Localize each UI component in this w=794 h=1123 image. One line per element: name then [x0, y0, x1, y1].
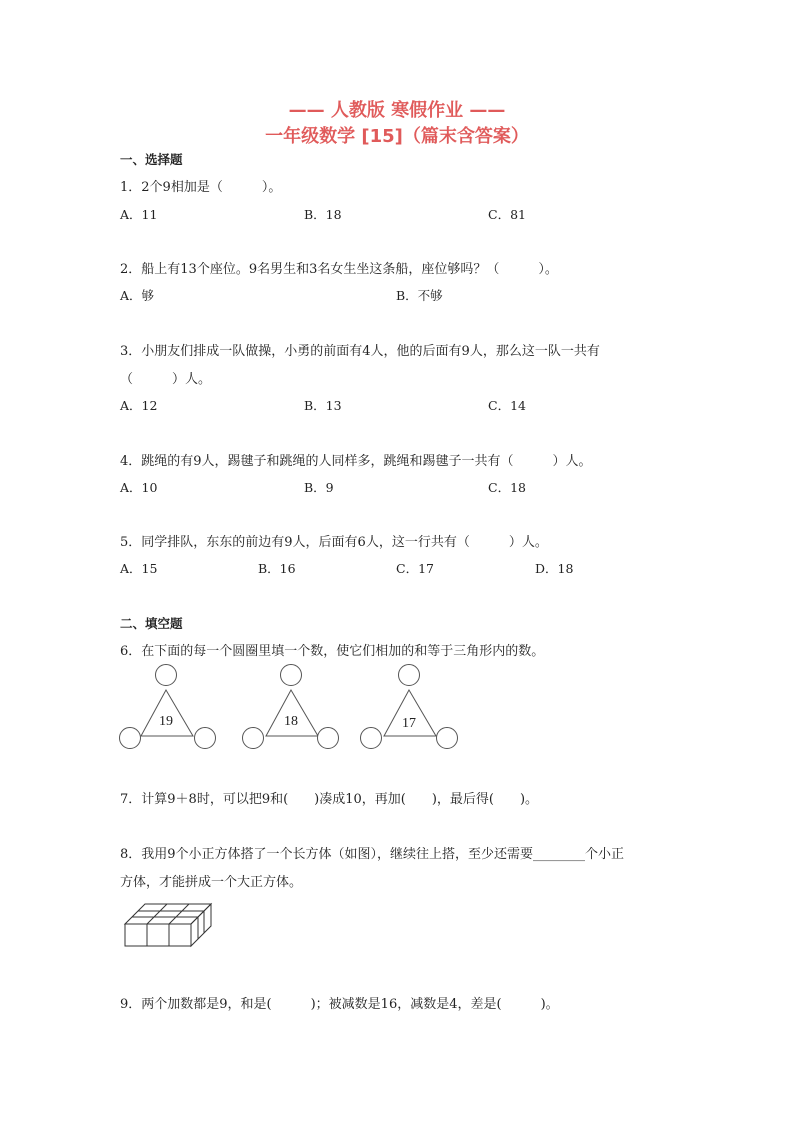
answer-circle[interactable]	[318, 728, 339, 749]
triangle-number-1: 19	[159, 714, 173, 729]
answer-circle[interactable]	[195, 728, 216, 749]
question-3: 3．小朋友们排成一队做操，小勇的前面有4人，他的后面有9人，那么这一队一共有	[120, 344, 600, 359]
q4-option-b: B．9	[304, 480, 334, 495]
cuboid-right-face	[191, 904, 211, 946]
q5-option-c: C．17	[396, 561, 434, 576]
question-6: 6．在下面的每一个圆圈里填一个数，使它们相加的和等于三角形内的数。	[120, 644, 545, 659]
answer-circle[interactable]	[437, 728, 458, 749]
question-9: 9．两个加数都是9，和是( )；被减数是16，减数是4，差是( )。	[120, 997, 559, 1012]
cuboid-front-face	[125, 924, 191, 946]
q4-option-a: A．10	[120, 480, 158, 495]
cuboid-figure	[122, 900, 218, 950]
triangle-number-2: 18	[284, 714, 298, 729]
header-line-1: —— 人教版 寒假作业 ——	[288, 100, 506, 121]
answer-circle[interactable]	[243, 728, 264, 749]
question-8-line-2: 方体，才能拼成一个大正方体。	[120, 875, 303, 890]
answer-circle[interactable]	[281, 665, 302, 686]
answer-circle[interactable]	[361, 728, 382, 749]
section-title-fill: 二、填空题	[120, 616, 183, 631]
triangle-shape	[266, 690, 318, 736]
answer-circle[interactable]	[120, 728, 141, 749]
q3-option-a: A．12	[120, 398, 158, 413]
triangle-shape	[141, 690, 193, 736]
section-title-choice: 一、选择题	[120, 152, 183, 167]
answer-circle[interactable]	[399, 665, 420, 686]
header-line-2: 一年级数学 [15]（篇末含答案）	[265, 126, 529, 147]
answer-circle[interactable]	[156, 665, 177, 686]
q5-option-d: D．18	[535, 561, 574, 576]
triangle-figures	[110, 660, 470, 755]
question-7: 7．计算9＋8时，可以把9和( )凑成10，再加( )，最后得( )。	[120, 792, 539, 807]
q2-option-b: B．不够	[396, 288, 443, 303]
question-3-line-2: （ ）人。	[120, 372, 212, 387]
triangle-figure-3	[361, 665, 458, 749]
q1-option-a: A．11	[120, 207, 158, 222]
q1-option-c: C．81	[488, 207, 526, 222]
triangle-figure-1	[120, 665, 216, 749]
question-5: 5．同学排队，东东的前边有9人，后面有6人，这一行共有（ ）人。	[120, 535, 548, 550]
triangle-number-3: 17	[402, 716, 416, 731]
question-2: 2．船上有13个座位。9名男生和3名女生坐这条船，座位够吗？（ ）。	[120, 262, 558, 277]
q5-option-b: B．16	[258, 561, 296, 576]
q5-option-a: A．15	[120, 561, 158, 576]
question-1: 1．2个9相加是（ ）。	[120, 180, 282, 195]
question-8: 8．我用9个小正方体搭了一个长方体（如图），继续往上搭，至少还需要________个小正	[120, 847, 625, 862]
q3-option-b: B．13	[304, 398, 342, 413]
question-4: 4．跳绳的有9人，踢毽子和跳绳的人同样多，跳绳和踢毽子一共有（ ）人。	[120, 454, 592, 469]
q4-option-c: C．18	[488, 480, 526, 495]
q2-option-a: A．够	[120, 288, 155, 303]
triangle-figure-2	[243, 665, 339, 749]
q3-option-c: C．14	[488, 398, 526, 413]
q1-option-b: B．18	[304, 207, 342, 222]
